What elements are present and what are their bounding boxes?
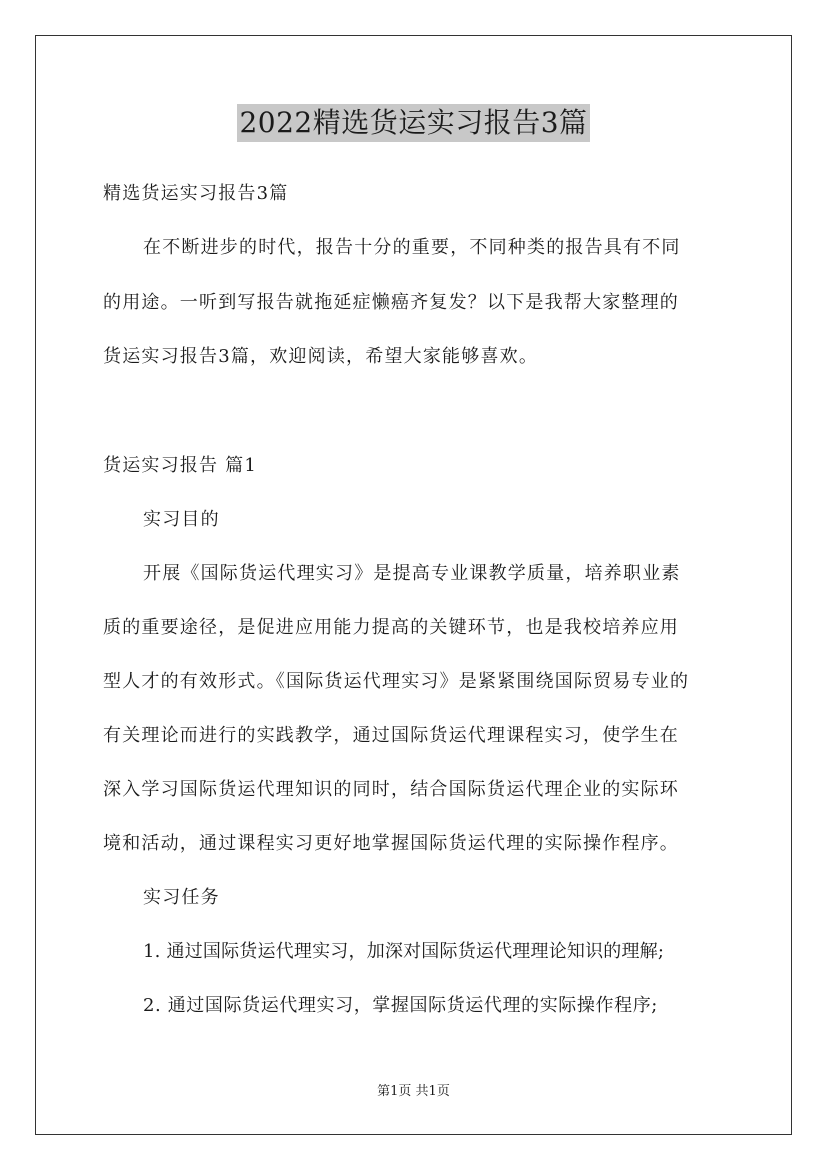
task-item-2: 2. 通过国际货运代理实习，掌握国际货运代理的实际操作程序; (143, 995, 658, 1016)
task-heading: 实习任务 (143, 887, 220, 908)
intro-line-1: 在不断进步的时代，报告十分的重要，不同种类的报告具有不同 (143, 237, 681, 258)
intro-line-2: 的用途。一听到写报告就拖延症懒癌齐复发？以下是我帮大家整理的 (103, 292, 679, 313)
goal-line-3: 型人才的有效形式。《国际货运代理实习》是紧紧围绕国际贸易专业的 (103, 671, 690, 692)
intro-line-3: 货运实习报告3篇，欢迎阅读，希望大家能够喜欢。 (103, 346, 539, 367)
goal-line-4: 有关理论而进行的实践教学，通过国际货运代理课程实习，使学生在 (103, 725, 679, 746)
section-heading: 货运实习报告 篇1 (103, 455, 257, 476)
page-footer: 第1页 共1页 (377, 1084, 450, 1099)
title-container (0, 104, 827, 142)
document-title: 2022精选货运实习报告3篇 (237, 104, 589, 142)
goal-line-5: 深入学习国际货运代理知识的同时，结合国际货运代理企业的实际环 (103, 779, 679, 800)
document-subtitle: 精选货运实习报告3篇 (103, 183, 289, 204)
goal-line-1: 开展《国际货运代理实习》是提高专业课教学质量，培养职业素 (143, 563, 681, 584)
task-item-1: 1. 通过国际货运代理实习，加深对国际货运代理理论知识的理解; (143, 941, 665, 962)
goal-line-6: 境和活动，通过课程实习更好地掌握国际货运代理的实际操作程序。 (103, 833, 679, 854)
goal-line-2: 质的重要途径，是促进应用能力提高的关键环节，也是我校培养应用 (103, 617, 679, 638)
goal-heading: 实习目的 (143, 509, 220, 530)
